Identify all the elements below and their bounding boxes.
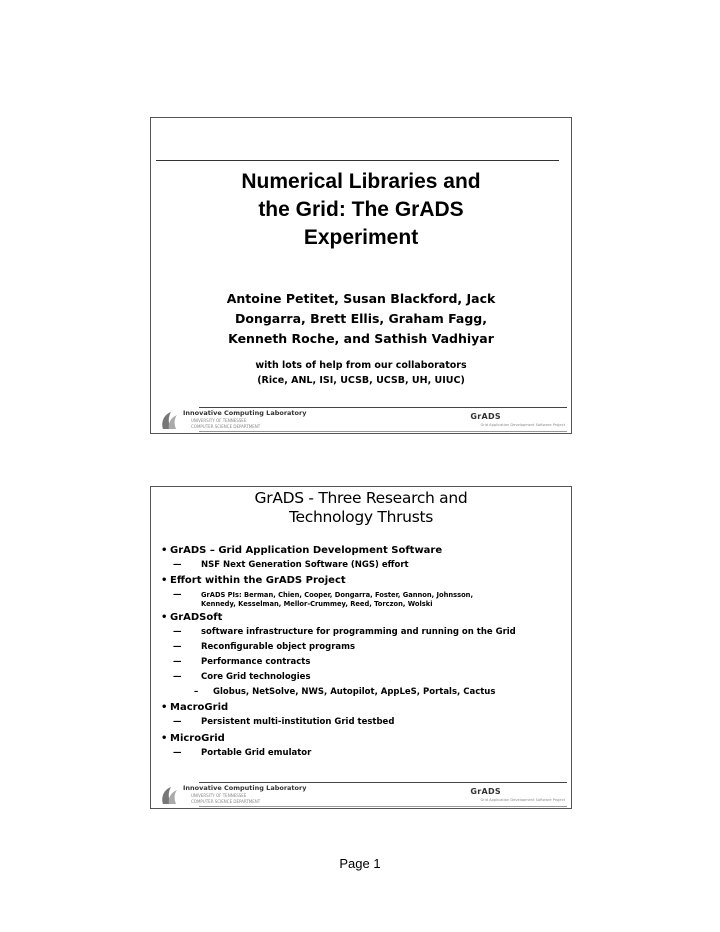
list-item: • MacroGrid (161, 702, 229, 713)
list-item: • GrADS – Grid Application Development Software (161, 544, 443, 556)
dash-icon: — (173, 656, 182, 667)
grads-logo: GrADS (470, 412, 501, 421)
grads-subtitle: Grid Application Development Software Project (480, 423, 565, 427)
lab-name: Innovative Computing Laboratory (183, 409, 307, 417)
list-subitem: — Performance contracts (161, 655, 565, 670)
slide-top-rule (156, 160, 559, 161)
page-number: Page 1 (339, 856, 381, 871)
slide-2-bullets (161, 542, 565, 761)
list-subitem: — GrADS PIs: Berman, Chien, Cooper, Dongarra, Foster, Gannon, Johnsson, Kennedy, Kesselman, Mellor-Crummey, Reed, Torczon, Wolski (173, 590, 473, 608)
list-item: • Effort within the GrADS Project (161, 575, 346, 586)
list-subsubitem: – Globus, NetSolve, NWS, Autopilot, AppLeS, Portals, Cactus (161, 685, 565, 700)
slide-1-authors: Antoine Petitet, Susan Blackford, Jack Dongarra, Brett Ellis, Graham Fagg, Kenneth Roche, and Sathish Vadhiyar (226, 291, 496, 346)
icl-logo-icon (159, 784, 183, 806)
slide-footer (155, 781, 567, 807)
dash-icon: — (173, 641, 182, 652)
list-subitem: — Core Grid technologies (161, 670, 565, 685)
grads-logo: GrADS (470, 787, 501, 796)
dash-icon: — (173, 590, 182, 600)
grads-subtitle: Grid Application Development Software Project (480, 798, 565, 802)
slide-1 (150, 117, 572, 434)
list-item: • MicroGrid (161, 732, 225, 744)
slide-1-title: Numerical Libraries and the Grid: The GrADS Experiment (241, 170, 481, 249)
icl-logo-icon (159, 409, 183, 431)
list-item: • GrADSoft (161, 611, 223, 623)
list-subitem: — Persistent multi-institution Grid testbed (161, 715, 565, 730)
list-subitem: — Portable Grid emulator (161, 746, 565, 761)
bullet-icon: • (161, 732, 168, 744)
dash-icon: — (173, 671, 182, 682)
list-subitem: — Reconfigurable object programs (161, 640, 565, 655)
slide-2 (150, 486, 572, 809)
bullet-icon: • (161, 544, 168, 556)
dash-icon: — (173, 717, 182, 727)
bullet-icon: • (161, 611, 168, 623)
dash-icon: — (173, 626, 182, 637)
lab-subtitle: UNIVERSITY OF TENNESSEE COMPUTER SCIENCE DEPARTMENT (191, 793, 261, 804)
endash-icon: – (194, 686, 199, 697)
dash-icon: — (173, 747, 182, 758)
lab-name: Innovative Computing Laboratory (183, 784, 307, 792)
slide-2-title: GrADS - Three Research and Technology Thrusts (254, 489, 468, 526)
list-subitem: — software infrastructure for programming and running on the Grid (161, 625, 565, 640)
lab-subtitle: UNIVERSITY OF TENNESSEE COMPUTER SCIENCE DEPARTMENT (191, 418, 261, 429)
dash-icon: — (173, 559, 182, 570)
slide-1-collaborators: with lots of help from our collaborators (Rice, ANL, ISI, UCSB, UCSB, UH, UIUC) (255, 360, 467, 386)
bullet-icon: • (161, 702, 168, 713)
slide-footer (155, 406, 567, 432)
bullet-icon: • (161, 575, 168, 586)
list-subitem: — NSF Next Generation Software (NGS) effort (161, 558, 565, 573)
